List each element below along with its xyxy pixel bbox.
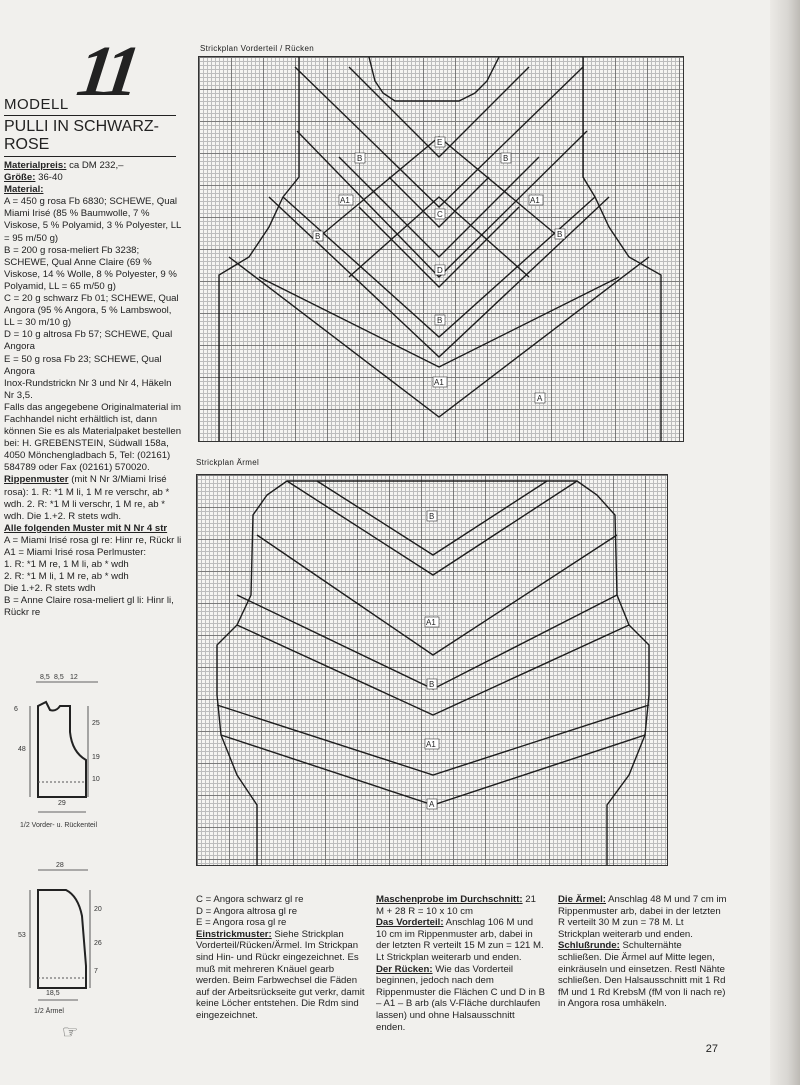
einstrick-text: Siehe Strickplan Vorderteil/Rücken/Ärmel. Im Strickpan sind Hin- und Rückr eingezeichnet. Es muß mit mehreren Knäuel gearb werden. Beim Farbwechsel die Fäden auf der Arbeitsrückseite gut verkr, damit keine Löcher entstehen. Die Rdm sind eingezeichnet. bbox=[196, 928, 365, 1021]
front-label-a: A bbox=[537, 394, 543, 403]
bottom-column-1 bbox=[196, 894, 366, 1022]
body-dim-top-1: 8,5 bbox=[40, 674, 50, 681]
title-rule-bottom bbox=[4, 156, 176, 157]
front-label-c: C bbox=[437, 210, 443, 219]
sleeve-dim-right-1: 20 bbox=[94, 906, 102, 913]
muster-a1: A1 = Miami Irisé rosa Perlmuster: bbox=[4, 547, 147, 558]
chart-sleeve-grid bbox=[196, 474, 668, 866]
material-label: Material: bbox=[4, 184, 44, 196]
page-fold-shadow bbox=[770, 0, 800, 1085]
chart-sleeve-title: Strickplan Ärmel bbox=[196, 458, 260, 467]
sleeve-label-b-middle: B bbox=[429, 680, 435, 689]
maschenprobe-label: Maschenprobe im Durchschnitt: bbox=[376, 894, 523, 905]
chart-sleeve-outline bbox=[197, 475, 667, 865]
chart-front-grid bbox=[198, 56, 684, 442]
angora-c: C = Angora schwarz gl re bbox=[196, 894, 304, 905]
body-dim-bottom: 29 bbox=[58, 800, 66, 807]
material-b: B = 200 g rosa-meliert Fb 3238; SCHEWE, Qual Anne Claire (69 % Viskose, 14 % Wolle, 8 % Polyester, 9 % Polyamid, LL = 65 m/50 g) bbox=[4, 244, 177, 292]
sleeve-label-b-top: B bbox=[429, 512, 435, 521]
einstrick-label: Einstrickmuster: bbox=[196, 928, 272, 940]
page-title bbox=[4, 118, 159, 154]
hand-icon: ☞ bbox=[62, 1022, 79, 1042]
front-label-b-left-lower: B bbox=[315, 232, 321, 241]
front-label-d: D bbox=[437, 266, 443, 275]
materialpreis-value: ca DM 232,– bbox=[69, 160, 124, 171]
material-d: D = 10 g altrosa Fb 57; SCHEWE, Qual Angora bbox=[4, 329, 173, 353]
muster-a1-row2: 2. R: *1 M li, 1 M re, ab * wdh bbox=[4, 571, 129, 583]
supplier-text: Falls das angegebene Originalmaterial im Fachhandel nicht erhältlich ist, dann können Sie es als Materialpaket bestellen bei: H. GREBENSTEIN, Südwall 158a, 4050 Mönchengladbach 5, Tel: (02161) 584789 oder Fax (02161) 570020. bbox=[4, 401, 182, 474]
ruecken-label: Der Rücken: bbox=[376, 963, 433, 975]
modell-number: 11 bbox=[72, 31, 140, 111]
sleeve-label-a1-upper: A1 bbox=[426, 618, 436, 627]
sleeve-dim-right-2: 26 bbox=[94, 940, 102, 947]
sleeve-schematic-caption: 1/2 Ärmel bbox=[34, 1008, 64, 1015]
chart-front-labels bbox=[313, 137, 565, 403]
body-schematic-caption: 1/2 Vorder- u. Rückenteil bbox=[20, 822, 98, 829]
chart-front-title: Strickplan Vorderteil / Rücken bbox=[200, 44, 314, 53]
front-label-a1-right: A1 bbox=[530, 196, 540, 205]
front-label-b-right-lower: B bbox=[557, 230, 563, 239]
body-dim-left-1: 6 bbox=[14, 706, 18, 713]
materials-column bbox=[4, 160, 184, 620]
vorderteil-label: Das Vorderteil: bbox=[376, 917, 444, 929]
alle-muster-label: Alle folgenden Muster mit N Nr 4 str bbox=[4, 522, 168, 534]
angora-d: D = Angora altrosa gl re bbox=[196, 905, 298, 917]
sleeve-label-a1-lower: A1 bbox=[426, 740, 436, 749]
title-line-2: ROSE bbox=[4, 136, 50, 153]
modell-label: MODELL bbox=[4, 96, 69, 113]
body-schematic bbox=[8, 672, 118, 832]
angora-e: E = Angora rosa gl re bbox=[196, 917, 287, 929]
muster-a: A = Miami Irisé rosa gl re: Hinr re, Rückr li bbox=[4, 534, 182, 546]
maschenprobe-text: 21 M + 28 R = 10 x 10 cm bbox=[376, 894, 536, 917]
body-dim-right-2: 19 bbox=[92, 754, 100, 761]
vorderteil-text: Anschlag 106 M und 10 cm im Rippenmuster arb, dabei in der letzten R verteilt 15 M zun = 121 M. Lt Strickplan weiterarb und enden. bbox=[376, 917, 544, 963]
aermel-text: Anschlag 48 M und 7 cm im Rippenmuster arb, dabei in der letzten R verteilt 30 M zun = 78 M. Lt Strickplan weiterarb und enden. bbox=[558, 894, 727, 940]
sleeve-dim-left: 53 bbox=[18, 932, 26, 939]
body-dim-right-1: 25 bbox=[92, 720, 100, 727]
groesse-value: 36-40 bbox=[38, 172, 63, 184]
material-c: C = 20 g schwarz Fb 01; SCHEWE, Qual Angora (95 % Angora, 5 % Lambswool, LL = 30 m/10 g) bbox=[4, 293, 179, 329]
front-label-a1-left: A1 bbox=[340, 196, 350, 205]
body-dim-right-3: 10 bbox=[92, 776, 100, 783]
title-line-1: PULLI IN SCHWARZ- bbox=[4, 118, 159, 135]
ruecken-text: Wie das Vorderteil beginnen, jedoch nach dem Rippenmuster die Flächen C und D in B – A1 – B arb (als V-Fläche durchlaufen lassen) und ohne Halsausschnitt enden. bbox=[376, 963, 546, 1033]
groesse-label: Größe: bbox=[4, 172, 36, 184]
chart-sleeve-labels bbox=[425, 511, 439, 809]
sleeve-dim-top: 28 bbox=[56, 862, 64, 869]
sleeve-dim-right-3: 7 bbox=[94, 968, 98, 975]
body-dim-left-2: 48 bbox=[18, 746, 26, 753]
front-label-e: E bbox=[437, 138, 443, 147]
page-number: 27 bbox=[705, 1043, 718, 1055]
schlussrunde-label: Schlußrunde: bbox=[558, 940, 620, 952]
sleeve-label-a: A bbox=[429, 800, 435, 809]
needles-text: Inox-Rundstrickn Nr 3 und Nr 4, Häkeln Nr 3,5. bbox=[4, 377, 172, 401]
bottom-column-2 bbox=[376, 894, 546, 1033]
materialpreis-label: Materialpreis: bbox=[4, 160, 67, 171]
bottom-column-3 bbox=[558, 894, 728, 1010]
title-rule-top bbox=[4, 115, 176, 116]
sleeve-dim-bottom: 18,5 bbox=[46, 990, 60, 997]
sleeve-schematic bbox=[8, 856, 118, 1024]
front-label-b-right-upper: B bbox=[503, 154, 509, 163]
front-label-b-left-upper: B bbox=[357, 154, 363, 163]
rippen-text: (mit N Nr 3/Miami Irisé rosa): 1. R: *1 M li, 1 M re verschr, ab * wdh. 2. R: *1 M li verschr, 1 M re, ab * wdh. Die 1.+2. R stets wdh. bbox=[4, 474, 170, 522]
chart-front-outline bbox=[199, 57, 683, 441]
material-e: E = 50 g rosa Fb 23; SCHEWE, Qual Angora bbox=[4, 353, 162, 377]
muster-a1-row1: 1. R: *1 M re, 1 M li, ab * wdh bbox=[4, 559, 129, 571]
rippen-label: Rippenmuster bbox=[4, 474, 69, 486]
front-label-b-center: B bbox=[437, 316, 443, 325]
muster-a1-repeat: Die 1.+2. R stets wdh bbox=[4, 583, 96, 595]
schlussrunde-text: Schulternähte schließen. Die Ärmel auf Mitte legen, einkräuseln und einsetzen. Restl Nähte schließen. Den Halsausschnitt mit 1 Rd fM und 1 Rd KrebsM (fM von li nach re) in Angora rosa umhäkeln. bbox=[558, 940, 726, 1010]
material-a: A = 450 g rosa Fb 6830; SCHEWE, Qual Miami Irisé (85 % Baumwolle, 7 % Viskose, 5 % Polyamid, 3 % Polyester, LL = 95 m/50 g) bbox=[4, 196, 182, 244]
body-dim-top-3: 12 bbox=[70, 674, 78, 681]
body-dim-top-2: 8,5 bbox=[54, 674, 64, 681]
front-label-a1-center: A1 bbox=[434, 378, 444, 387]
aermel-label: Die Ärmel: bbox=[558, 894, 606, 905]
muster-b: B = Anne Claire rosa-meliert gl li: Hinr li, Rückr re bbox=[4, 595, 174, 619]
